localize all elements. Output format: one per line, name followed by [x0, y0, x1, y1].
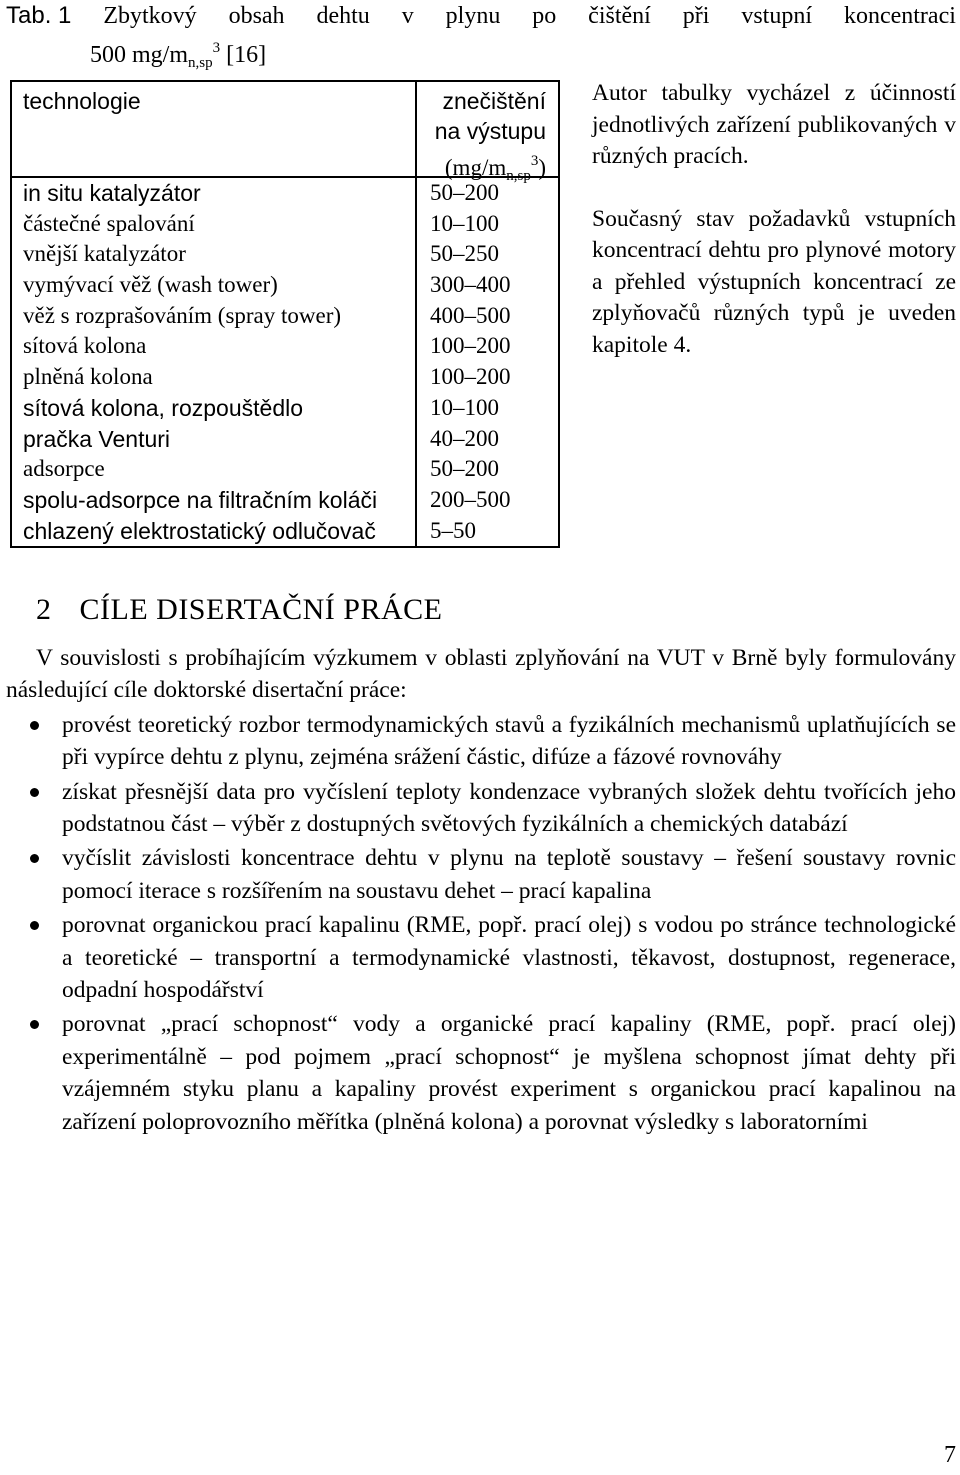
caption-line-1	[6, 0, 956, 32]
value-cell: 50–200	[430, 180, 499, 205]
table-header-pollution-line: znečištění	[442, 88, 546, 114]
unit-sub: n,sp	[506, 168, 531, 184]
value-cell: 10–100	[430, 210, 499, 236]
caption-word: čištění	[588, 3, 651, 29]
section-body	[6, 642, 956, 1138]
caption-reference: [16]	[226, 42, 267, 68]
technology-cell: sítová kolona, rozpouštědlo	[23, 394, 304, 421]
caption-unit	[132, 40, 221, 71]
tar-content-table	[10, 80, 560, 548]
value-cell: 40–200	[430, 425, 499, 451]
goal-item: porovnat „prací schopnost“ vody a organické prací kapaliny (RME, popř. prací olej) experimentálně – pod pojmem „prací schopnost“ je myšlena schopnost jímat dehty při vzájemném styku planu a kapaliny provést experiment s organickou prací kapalinou na zařízení poloprovozního měřítka (plněná kolona) a porovnat výsledky s laboratorními	[6, 1008, 956, 1138]
table-row	[12, 209, 558, 240]
technology-cell: adsorpce	[23, 456, 105, 482]
table-row	[12, 424, 558, 455]
table-header-pollution	[415, 86, 560, 191]
section-heading	[36, 590, 442, 630]
caption-word: po	[532, 3, 557, 29]
table-row	[12, 393, 558, 424]
goal-item: provést teoretický rozbor termodynamických stavů a fyzikálních mechanismů uplatňujících se při vypírce dehtu z plynu, zejména srážení částic, difúze a fázové rovnováhy	[6, 709, 956, 774]
technology-cell: částečné spalování	[23, 210, 195, 236]
table-header-technology: technologie	[23, 88, 141, 114]
caption-word: plynu	[445, 3, 501, 29]
caption-unit-sub: n,sp	[188, 55, 213, 71]
unit-sup: 3	[530, 153, 539, 169]
value-cell: 100–200	[430, 364, 511, 390]
table-row	[12, 178, 558, 209]
section-title: CÍLE DISERTAČNÍ PRÁCE	[79, 593, 443, 626]
technology-cell: věž s rozprašováním (spray tower)	[23, 302, 342, 328]
side-paragraph: Současný stav požadavků vstupních koncentrací dehtu pro plynové motory a přehled výstupních koncentrací ze zplyňovačů různých typů je uveden kapitole 4.	[592, 205, 956, 358]
caption-word: dehtu	[316, 3, 370, 29]
table-row	[12, 331, 558, 362]
caption-word: Zbytkový	[103, 3, 197, 29]
caption-value: 500	[90, 42, 126, 68]
table-body	[12, 178, 558, 546]
table-row	[12, 270, 558, 301]
table-row	[12, 301, 558, 332]
value-cell: 300–400	[430, 272, 511, 298]
caption-label: Tab. 1	[6, 2, 72, 29]
side-paragraph: Autor tabulky vycházel z účinností jednotlivých zařízení publikovaných v různých pracích.	[592, 80, 956, 169]
caption-unit-base: mg/m	[132, 42, 189, 68]
unit-open: (mg/m	[444, 155, 507, 180]
page-number: 7	[944, 1442, 956, 1468]
value-cell: 50–200	[430, 456, 499, 482]
goal-item: porovnat organickou prací kapalinu (RME, popř. prací olej) s vodou po stránce technologické a teoretické – transportní a termodynamické vlastnosti, těkavost, dostupnost, regenerace, odpadní hospodářství	[6, 909, 956, 1006]
goal-item: vyčíslit závislosti koncentrace dehtu v plynu na teplotě soustavy – řešení soustavy rovnic pomocí iterace s rozšířením na soustavu dehet – prací kapalina	[6, 842, 956, 907]
section-number: 2	[36, 593, 52, 626]
table-row	[12, 362, 558, 393]
table-row	[12, 239, 558, 270]
caption-word: koncentraci	[843, 3, 956, 29]
value-cell: 200–500	[430, 486, 511, 512]
table-header-pollution-line: na výstupu	[434, 118, 546, 144]
technology-cell: vymývací věž (wash tower)	[23, 272, 278, 298]
table-row	[12, 485, 558, 516]
technology-cell: sítová kolona	[23, 333, 147, 359]
side-note	[592, 78, 956, 361]
technology-cell: pračka Venturi	[23, 425, 171, 452]
table-row	[12, 454, 558, 485]
caption-unit-sup: 3	[212, 40, 221, 56]
value-cell: 400–500	[430, 302, 511, 328]
table-caption	[6, 0, 956, 79]
intro-paragraph: V souvislosti s probíhajícím výzkumem v oblasti zplyňování na VUT v Brně byly formulovány následující cíle doktorské disertační práce:	[6, 645, 956, 704]
caption-word: při	[682, 3, 710, 29]
technology-cell: spolu-adsorpce na filtračním koláči	[23, 486, 378, 513]
value-cell: 10–100	[430, 394, 499, 420]
caption-line-2	[6, 32, 956, 79]
technology-cell: vnější katalyzátor	[23, 241, 186, 267]
technology-cell: plněná kolona	[23, 364, 153, 390]
technology-cell: chlazený elektrostatický odlučovač	[23, 517, 376, 544]
value-cell: 5–50	[430, 517, 476, 543]
value-cell: 100–200	[430, 333, 511, 359]
caption-word: v	[401, 3, 414, 29]
goals-list	[6, 709, 956, 1138]
table-row	[12, 516, 558, 547]
value-cell: 50–250	[430, 241, 499, 267]
goal-item: získat přesnější data pro vyčíslení teploty kondenzace vybraných složek dehtu tvořících jeho podstatnou část – výběr z dostupných světových fyzikálních a chemických databází	[6, 776, 956, 841]
unit-close: )	[538, 155, 546, 180]
caption-word: vstupní	[741, 3, 813, 29]
technology-cell: in situ katalyzátor	[23, 180, 201, 206]
caption-word: obsah	[228, 3, 285, 29]
